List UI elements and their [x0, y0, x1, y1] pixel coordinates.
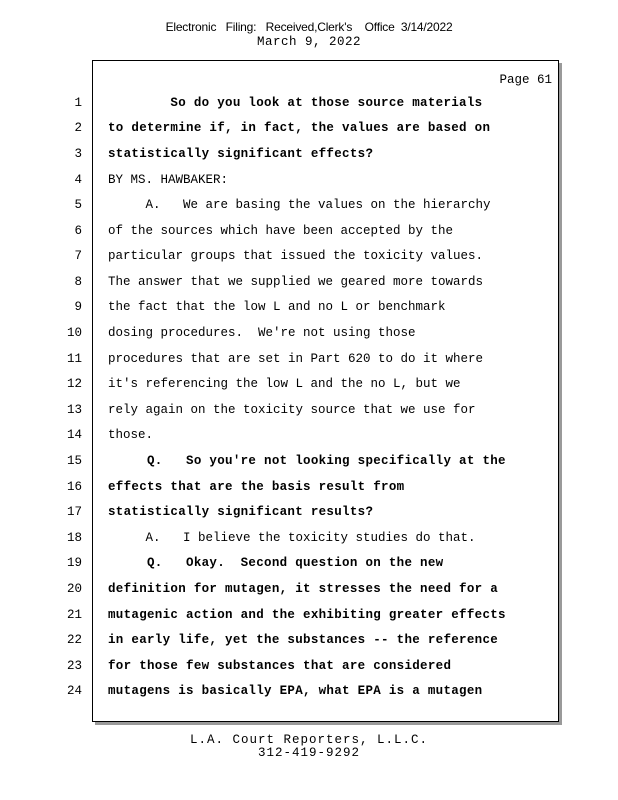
line-number: 20 — [66, 582, 82, 596]
line-number: 21 — [66, 608, 82, 622]
line-number: 14 — [66, 428, 82, 442]
line-text: A. We are basing the values on the hierarchy — [108, 198, 491, 212]
line-number: 12 — [66, 377, 82, 391]
line-number: 8 — [74, 275, 82, 289]
line-text: BY MS. HAWBAKER: — [108, 173, 229, 187]
line-text: mutagenic action and the exhibiting greater effects — [108, 608, 506, 622]
transcript-line — [0, 681, 618, 701]
transcript-line — [0, 323, 618, 343]
transcript-line — [0, 144, 618, 164]
transcript-line — [0, 272, 618, 292]
line-text: in early life, yet the substances -- the reference — [108, 633, 499, 647]
line-number: 18 — [66, 531, 82, 545]
line-text: it's referencing the low L and the no L, but we — [108, 377, 461, 391]
line-number: 23 — [66, 659, 82, 673]
transcript-line — [0, 195, 618, 215]
transcript-line — [0, 656, 618, 676]
line-number: 22 — [66, 633, 82, 647]
transcript-line — [0, 400, 618, 420]
line-text: the fact that the low L and no L or benchmark — [108, 300, 446, 314]
transcript-line — [0, 221, 618, 241]
line-text: procedures that are set in Part 620 to do it where — [108, 352, 484, 366]
reporter-phone: 312-419-9292 — [257, 746, 360, 760]
line-text: to determine if, in fact, the values are based on — [108, 121, 491, 135]
line-number: 7 — [74, 249, 82, 263]
line-number: 3 — [74, 147, 82, 161]
transcript-line — [0, 246, 618, 266]
line-text: rely again on the toxicity source that we use for — [108, 403, 476, 417]
line-number: 1 — [74, 96, 82, 110]
line-number: 4 — [74, 173, 82, 187]
line-number: 5 — [74, 198, 82, 212]
reporter-name: L.A. Court Reporters, L.L.C. — [189, 733, 429, 747]
line-number: 24 — [66, 684, 82, 698]
line-number: 17 — [66, 505, 82, 519]
line-text: So do you look at those source materials — [108, 96, 483, 110]
line-text: those. — [108, 428, 154, 442]
transcript-line — [0, 553, 618, 573]
line-text: statistically significant results? — [108, 505, 374, 519]
line-number: 16 — [66, 480, 82, 494]
line-text: for those few substances that are considered — [108, 659, 452, 673]
page-number: Page 61 — [499, 73, 552, 87]
line-number: 19 — [66, 556, 82, 570]
transcript-line — [0, 605, 618, 625]
line-text: particular groups that issued the toxicity values. — [108, 249, 484, 263]
line-number: 10 — [66, 326, 82, 340]
line-text: The answer that we supplied we geared more towards — [108, 275, 484, 289]
line-text: Q. So you're not looking specifically at the — [108, 454, 506, 468]
line-text: statistically significant effects? — [108, 147, 374, 161]
hearing-date: March 9, 2022 — [256, 35, 362, 49]
transcript-line — [0, 93, 618, 113]
transcript-line — [0, 170, 618, 190]
line-text: effects that are the basis result from — [108, 480, 405, 494]
line-text: dosing procedures. We're not using those — [108, 326, 416, 340]
line-text: mutagens is basically EPA, what EPA is a mutagen — [108, 684, 483, 698]
transcript-line — [0, 374, 618, 394]
line-number: 13 — [66, 403, 82, 417]
transcript-line — [0, 477, 618, 497]
line-text: of the sources which have been accepted by the — [108, 224, 454, 238]
transcript-line — [0, 451, 618, 471]
transcript-line — [0, 425, 618, 445]
transcript-line — [0, 502, 618, 522]
line-number: 2 — [74, 121, 82, 135]
line-text: Q. Okay. Second question on the new — [108, 556, 444, 570]
transcript-line — [0, 297, 618, 317]
line-number: 11 — [66, 352, 82, 366]
transcript-line — [0, 349, 618, 369]
filing-stamp: Electronic Filing: Received,Clerk's Office 3/14/2022 — [165, 20, 453, 34]
transcript-line — [0, 579, 618, 599]
transcript-line — [0, 630, 618, 650]
line-number: 9 — [74, 300, 82, 314]
line-text: definition for mutagen, it stresses the need for a — [108, 582, 499, 596]
transcript-line — [0, 528, 618, 548]
line-text: A. I believe the toxicity studies do that. — [108, 531, 476, 545]
transcript-line — [0, 118, 618, 138]
line-number: 6 — [74, 224, 82, 238]
line-number: 15 — [66, 454, 82, 468]
